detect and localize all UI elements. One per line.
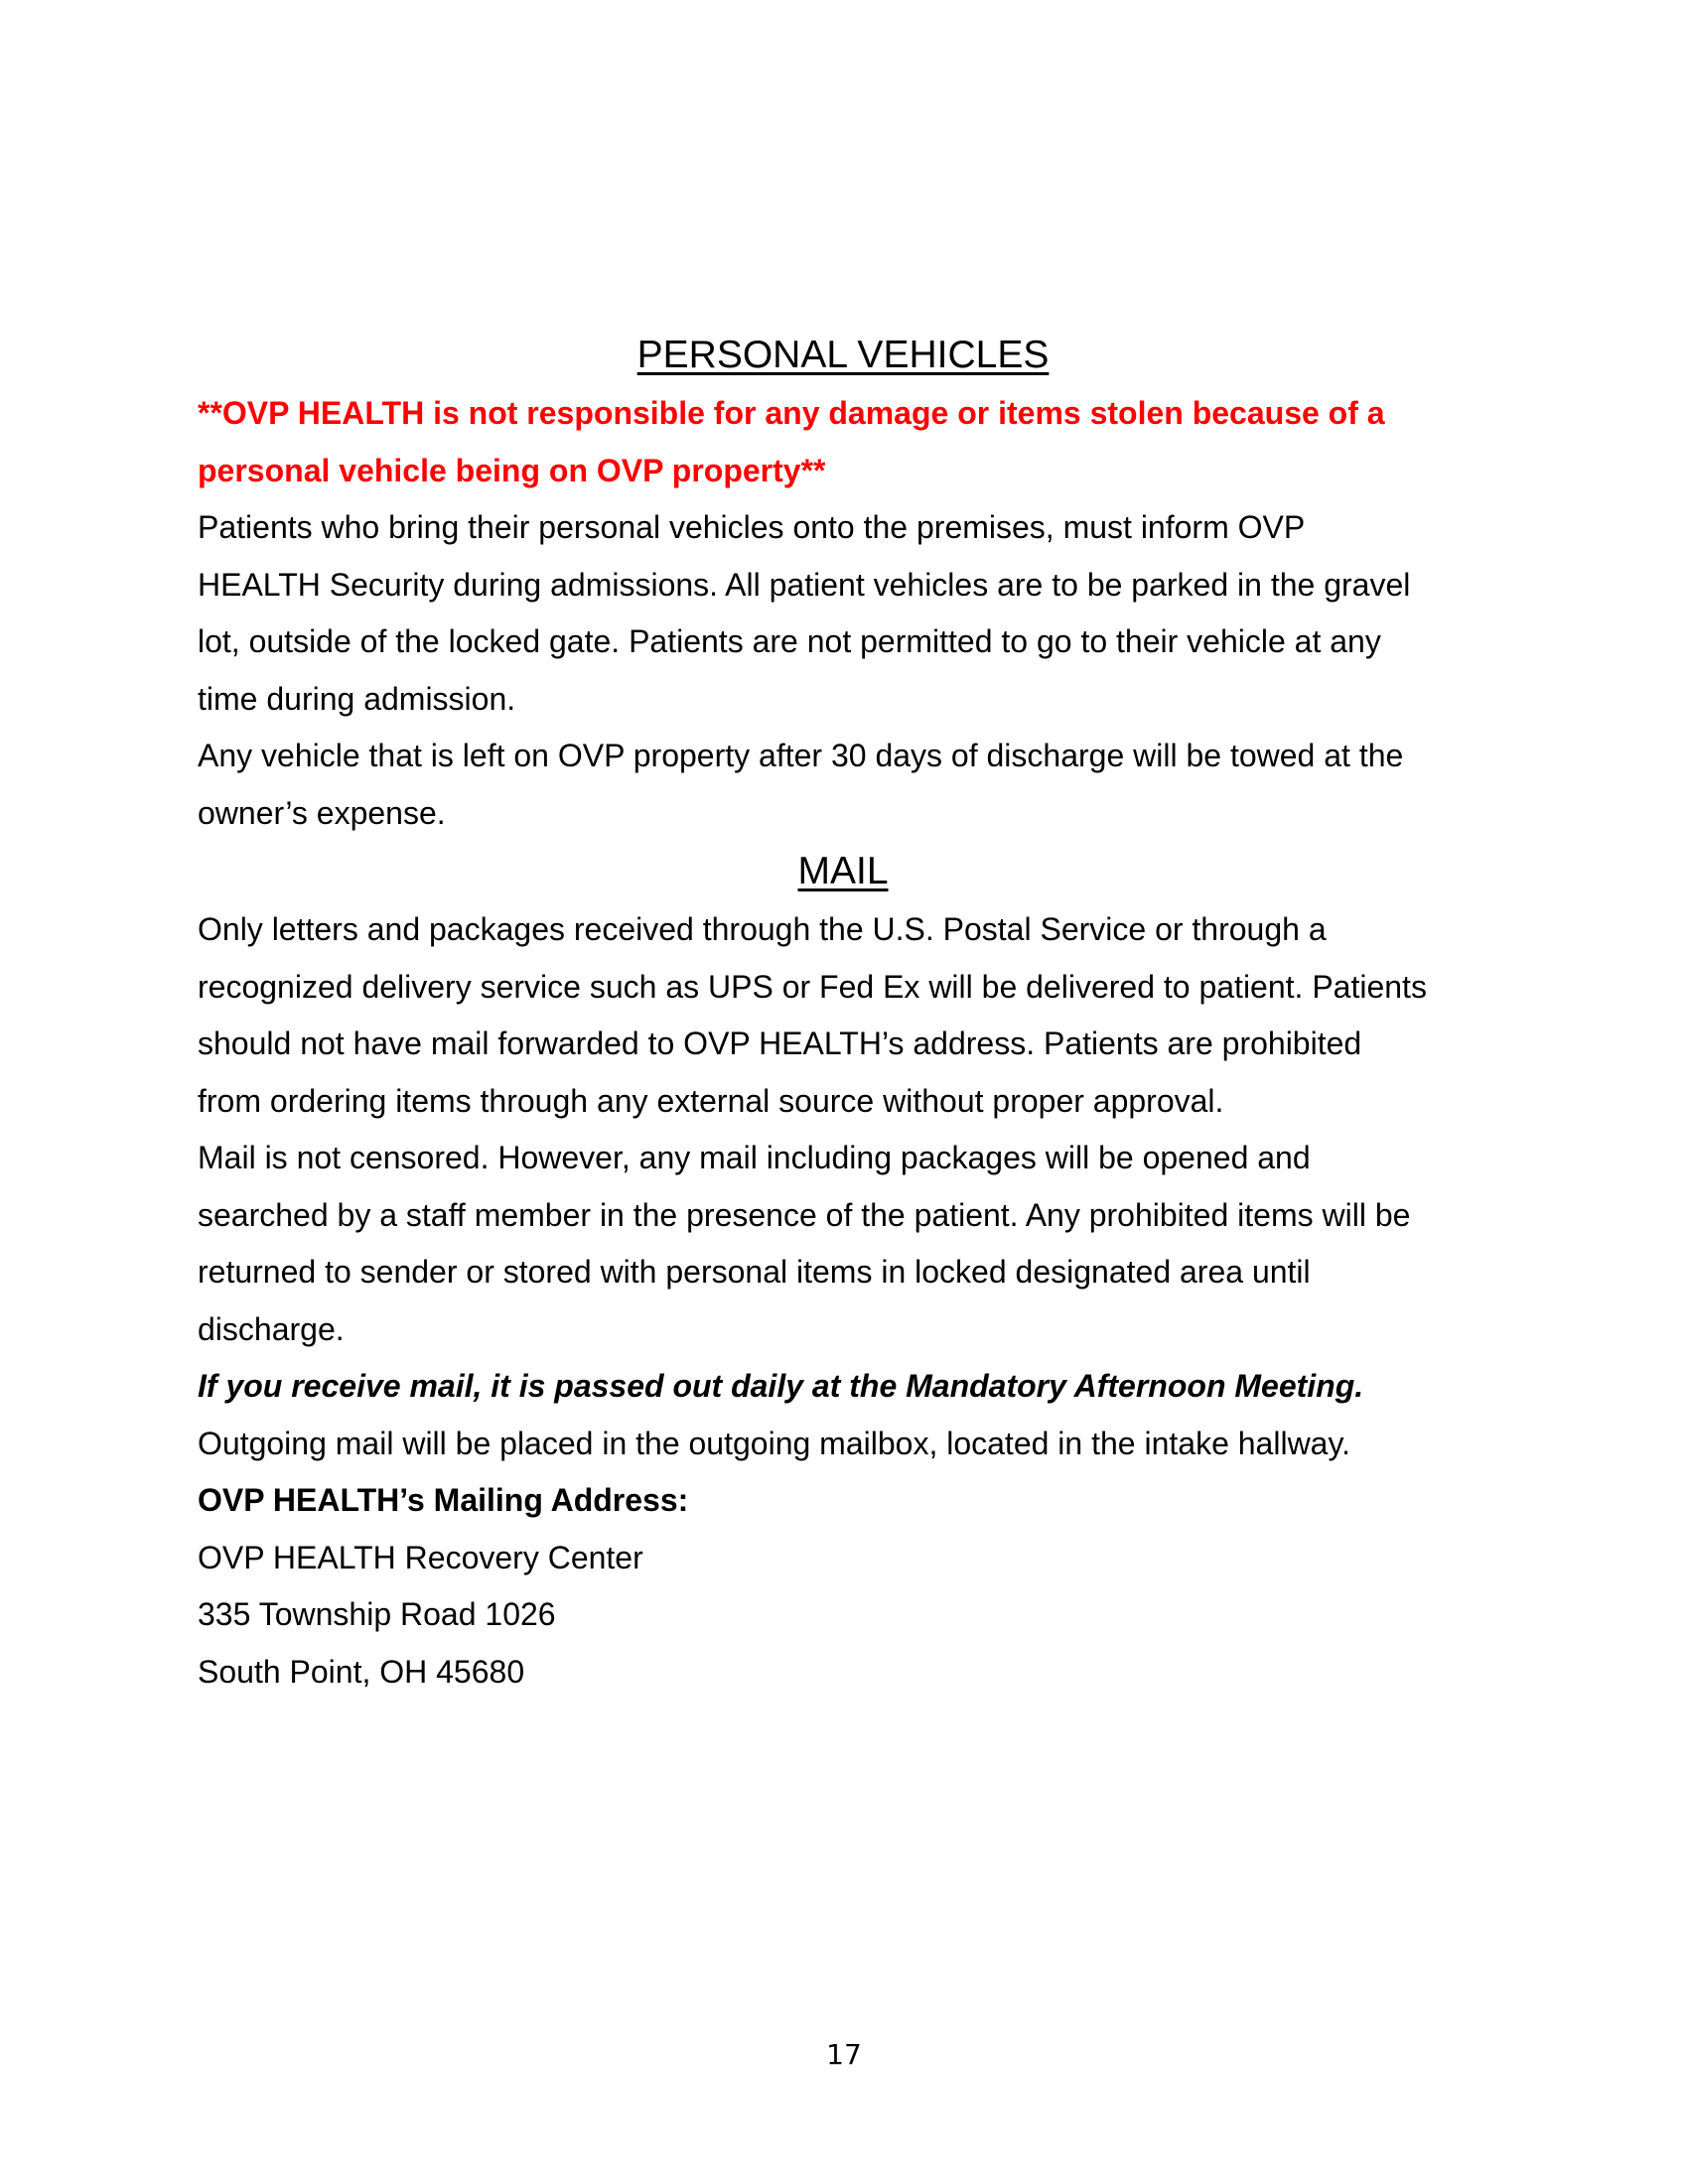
text-line: recognized delivery service such as UPS or Fed Ex will be delivered to patient. Patients: [198, 968, 1427, 1005]
personal-vehicles-heading: PERSONAL VEHICLES: [636, 334, 1050, 376]
text-line: discharge.: [198, 1310, 345, 1347]
outgoing-mail-text: Outgoing mail will be placed in the outgoing mailbox, located in the intake hallway.: [198, 1425, 1350, 1461]
text-line: from ordering items through any external source without proper approval.: [198, 1082, 1224, 1119]
mail-heading: MAIL: [797, 850, 889, 892]
warning-line: personal vehicle being on OVP property**: [198, 452, 826, 488]
text-line: searched by a staff member in the presence of the patient. Any prohibited items will be: [198, 1196, 1411, 1233]
mail-paragraph-delivery: [198, 901, 1508, 1130]
text-line: time during admission.: [198, 680, 516, 717]
vehicles-paragraph-towing: [198, 728, 1508, 842]
vehicles-warning: [198, 385, 1508, 499]
text-line: lot, outside of the locked gate. Patients are not permitted to go to their vehicle at any: [198, 623, 1381, 659]
address-line: OVP HEALTH Recovery Center: [198, 1539, 643, 1575]
text-line: Any vehicle that is left on OVP property after 30 days of discharge will be towed at the: [198, 738, 1404, 773]
text-line: owner’s expense.: [198, 794, 446, 831]
page-number: 17: [826, 2038, 862, 2071]
text-line: should not have mail forwarded to OVP HEALTH’s address. Patients are prohibited: [198, 1025, 1362, 1061]
page-content: [198, 326, 1508, 1701]
text-line: returned to sender or stored with personal items in locked designated area until: [198, 1254, 1311, 1290]
mailing-address: [198, 1530, 1508, 1702]
vehicles-paragraph-admission: [198, 499, 1508, 728]
mail-paragraph-search: [198, 1130, 1508, 1358]
mailing-address-label: OVP HEALTH’s Mailing Address:: [198, 1482, 689, 1518]
warning-line: **OVP HEALTH is not responsible for any damage or items stolen because of a: [198, 395, 1385, 431]
text-line: Mail is not censored. However, any mail including packages will be opened and: [198, 1140, 1311, 1175]
address-line: South Point, OH 45680: [198, 1653, 525, 1690]
text-line: Only letters and packages received through the U.S. Postal Service or through a: [198, 911, 1327, 947]
text-line: Patients who bring their personal vehicles onto the premises, must inform OVP: [198, 509, 1306, 545]
address-line: 335 Township Road 1026: [198, 1596, 556, 1632]
mail-pickup-notice: If you receive mail, it is passed out daily at the Mandatory Afternoon Meeting.: [198, 1368, 1364, 1404]
text-line: HEALTH Security during admissions. All patient vehicles are to be parked in the gravel: [198, 566, 1411, 603]
